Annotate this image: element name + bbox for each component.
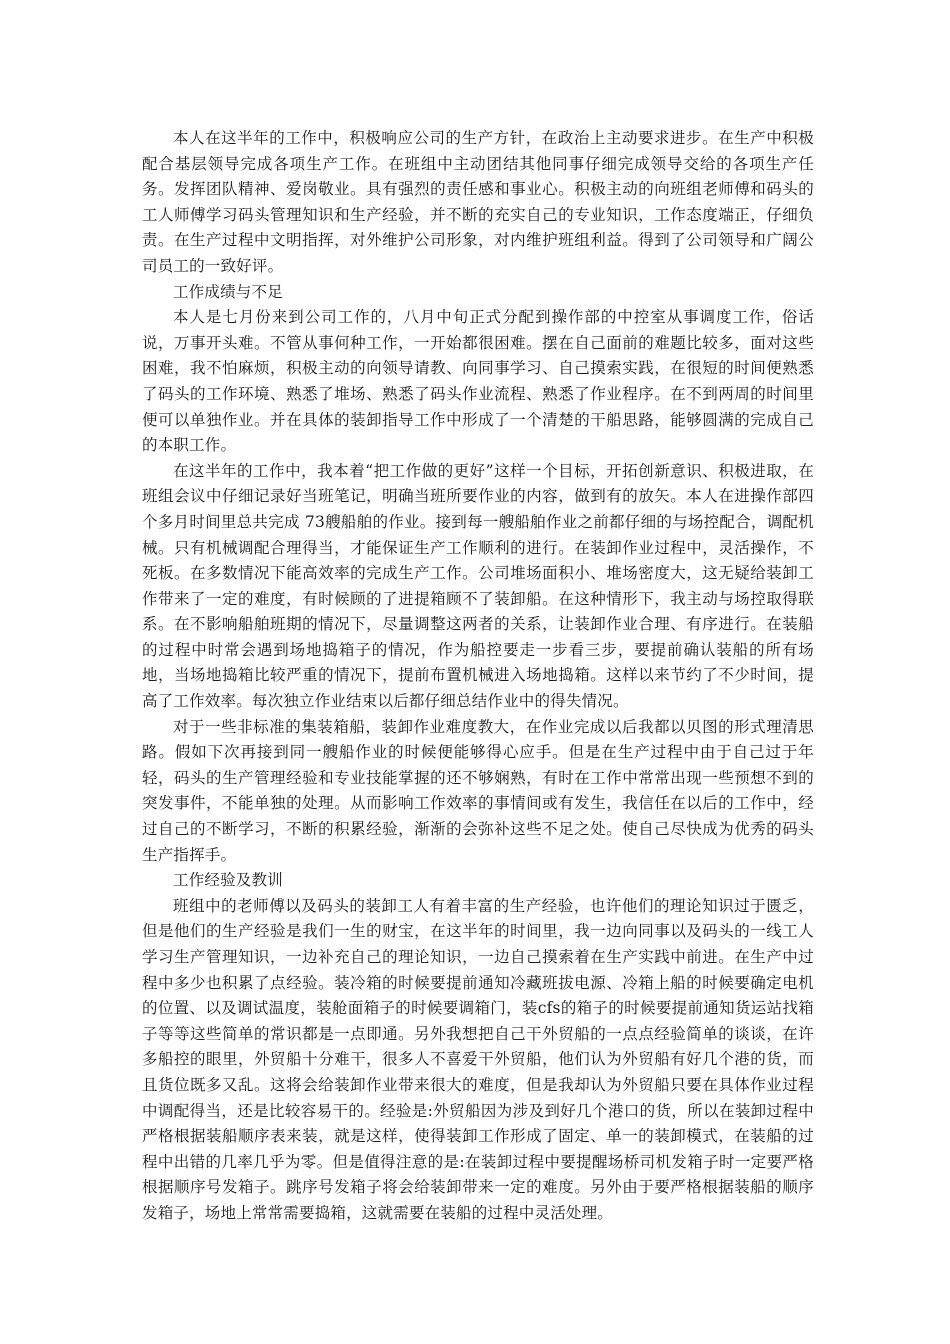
paragraph-achievements-3: 对于一些非标准的集装箱船，装卸作业难度教大，在作业完成以后我都以贝图的形式理清思路。假如下次再接到同一艘船作业的时候便能够得心应手。但是在生产过程中由于自己过于年轻，码头的生产管理经验和专业技能掌握的还不够娴熟，有时在工作中常常出现一些预想不到的突发事件，不能单独的处理。从而影响工作效率的事情间或有发生，我信任在以后的工作中，经过自己的不断学习，不断的积累经验，渐渐的会弥补这些不足之处。使自己尽快成为优秀的码头生产指挥手。 — [142, 717, 814, 864]
paragraph-achievements-1: 本人是七月份来到公司工作的，八月中旬正式分配到操作部的中控室从事调度工作，俗话说，万事开头难。不管从事何种工作，一开始都很困难。摆在自己面前的难题比较多，面对这些困难，我不怕麻烦，积极主动的向领导请教、向同事学习、自己摸索实践，在很短的时间便熟悉了码头的工作环境、熟悉了堆场、熟悉了码头作业流程、熟悉了作业程序。在不到两周的时间里便可以单独作业。并在具体的装卸指导工作中形成了一个清楚的干船思路，能够圆满的完成自己的本职工作。 — [142, 308, 814, 455]
section-heading-achievements: 工作成绩与不足 — [173, 282, 283, 301]
document-body — [142, 126, 814, 1227]
paragraph-experience: 班组中的老师傅以及码头的装卸工人有着丰富的生产经验，也许他们的理论知识过于匮乏，但是他们的生产经验是我们一生的财宝，在这半年的时间里，我一边向同事以及码头的一线工人学习生产管理知识，一边补充自己的理论知识，一边自己摸索着在生产实践中前进。在生产中过程中多少也积累了点经验。装冷箱的时候要提前通知冷藏班拔电源、冷箱上船的时候要确定电机的位置、以及调试温度，装舱面箱子的时候要调箱门，装cfs的箱子的时候要提前通知货运站找箱子等等这些简单的常识都是一点即通。另外我想把自己干外贸船的一点点经验简单的谈谈，在许多船控的眼里，外贸船十分难干，很多人不喜爱干外贸船，他们认为外贸船有好几个港的货，而且货位既多又乱。这将会给装卸作业带来很大的难度，但是我却认为外贸船只要在具体作业过程中调配得当，还是比较容易干的。经验是:外贸船因为涉及到好几个港口的货，所以在装卸过程中严格根据装船顺序表来装，就是这样，使得装卸工作形成了固定、单一的装卸模式，在装船的过程中出错的几率几乎为零。但是值得注意的是:在装卸过程中要提醒场桥司机发箱子时一定要严格根据顺序号发箱子。跳序号发箱子将会给装卸带来一定的难度。另外由于要严格根据装船的顺序发箱子，场地上常常需要捣箱，这就需要在装船的过程中灵活处理。 — [142, 896, 814, 1222]
paragraph-intro: 本人在这半年的工作中，积极响应公司的生产方针，在政治上主动要求进步。在生产中积极配合基层领导完成各项生产工作。在班组中主动团结其他同事仔细完成领导交给的各项生产任务。发挥团队精神、爱岗敬业。具有强烈的责任感和事业心。积极主动的向班组老师傅和码头的工人师傅学习码头管理知识和生产经验，并不断的充实自己的专业知识，工作态度端正，仔细负责。在生产过程中文明指挥，对外维护公司形象，对内维护班组利益。得到了公司领导和广阔公司员工的一致好评。 — [142, 129, 814, 275]
paragraph-achievements-2: 在这半年的工作中，我本着“把工作做的更好”这样一个目标，开拓创新意识、积极进取，在班组会议中仔细记录好当班笔记，明确当班所要作业的内容，做到有的放矢。本人在进操作部四个多月时间里总共完成 73艘船舶的作业。接到每一艘船舶作业之前都仔细的与场控配合，调配机械。只有机械调配合理得当，才能保证生产工作顺利的进行。在装卸作业过程中，灵活操作，不死板。在多数情况下能高效率的完成生产工作。公司堆场面积小、堆场密度大，这无疑给装卸工作带来了一定的难度，有时候顾的了进提箱顾不了装卸船。在这种情形下，我主动与场控取得联系。在不影响船舶班期的情况下，尽量调整这两者的关系，让装卸作业合理、有序进行。在装船的过程中时常会遇到场地捣箱子的情况，作为船控要走一步看三步，要提前确认装船的所有场地，当场地捣箱比较严重的情况下，提前布置机械进入场地捣箱。这样以来节约了不少时间，提高了工作效率。每次独立作业结束以后都仔细总结作业中的得失情况。 — [142, 461, 814, 711]
section-heading-experience: 工作经验及教训 — [173, 871, 283, 890]
